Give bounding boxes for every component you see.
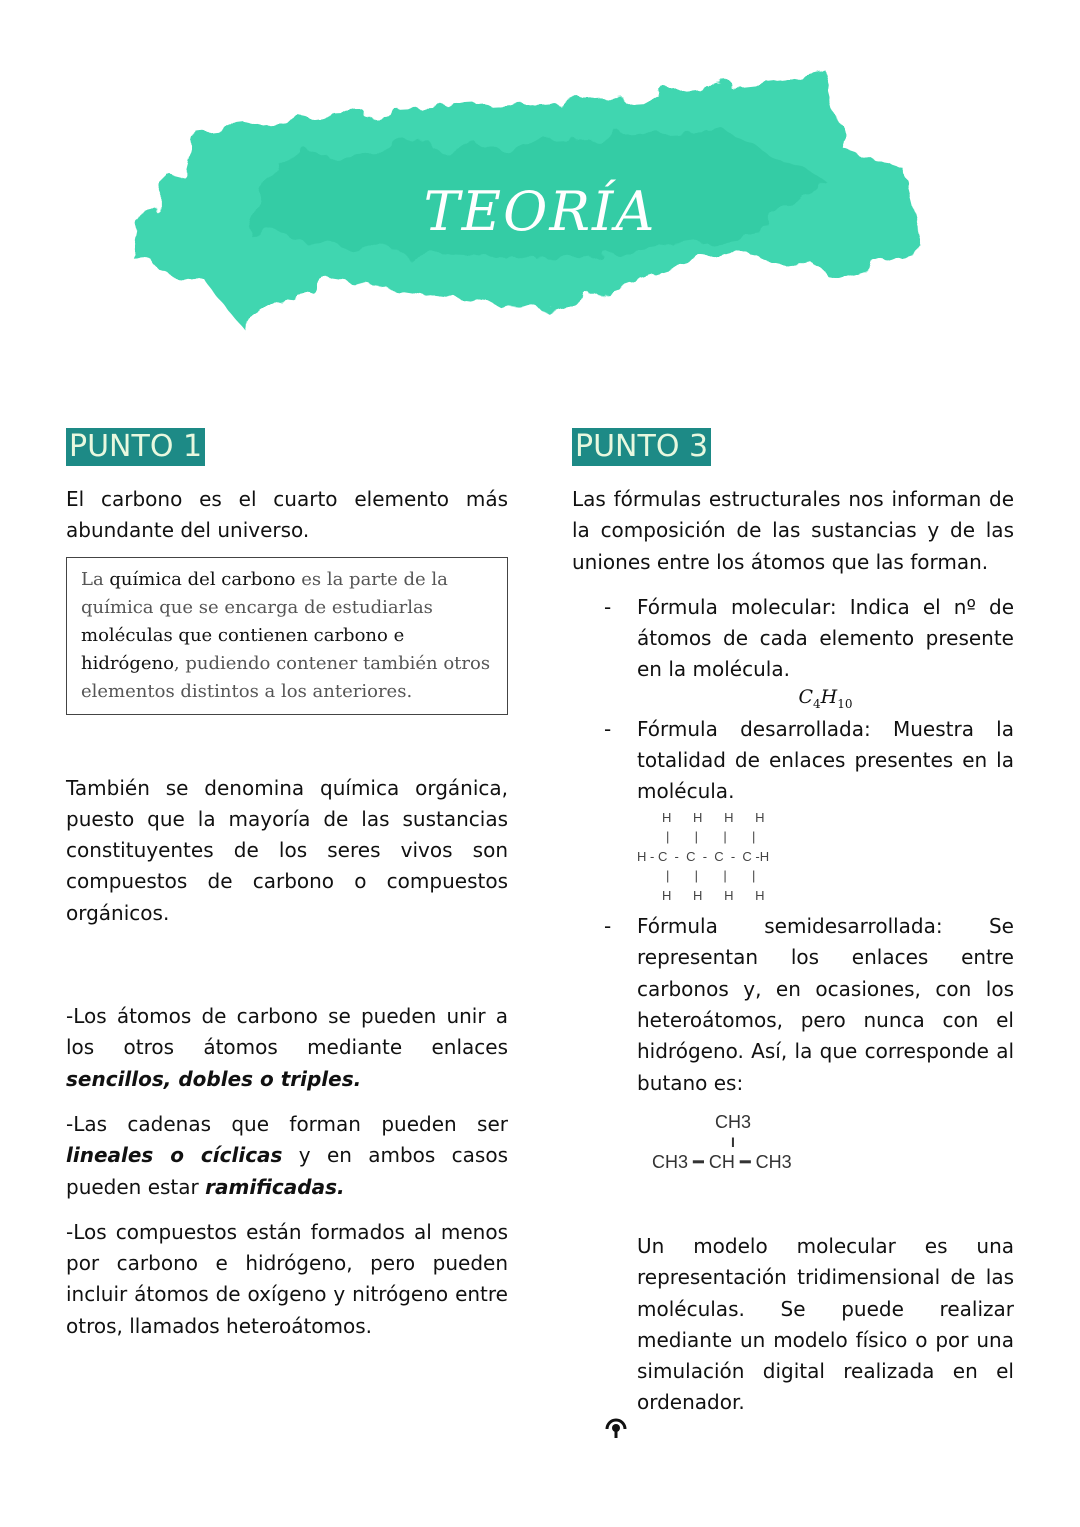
paragraph (66, 1109, 508, 1203)
text: Fórmula molecular: Indica el nº de átomos de cada elemento presente en la molécula. (637, 594, 1014, 682)
text: 10 (837, 696, 853, 711)
dash: - (604, 594, 612, 619)
dash: - (604, 914, 612, 939)
text: | | | | (666, 829, 756, 845)
section-heading: PUNTO 3 (572, 428, 711, 466)
right-column (572, 428, 1014, 1419)
text: y en ambos casos pueden estar (66, 1143, 508, 1199)
text: , pudiendo contener también otros elementos distintos a los anteriores. (81, 652, 491, 702)
text: H H H H (662, 887, 765, 903)
text: CH3 ━ CH ━ CH3 (652, 1151, 792, 1172)
text: 4 (813, 696, 821, 711)
text: ramificadas. (205, 1174, 345, 1199)
text: es la parte de la química que se encarga de estudiarlas (81, 568, 448, 618)
page-title: TEORÍA (423, 180, 657, 243)
paragraph (66, 1001, 508, 1095)
text: CH3 (715, 1111, 752, 1132)
molecular-formula (572, 686, 1014, 714)
text: lineales o cíclicas (66, 1143, 283, 1168)
text: C (798, 685, 814, 708)
list-item (572, 714, 1014, 808)
paragraph: Un modelo molecular es una representación tridimensional de las moléculas. Se puede realizar mediante un modelo físico o por una simulación digital realizada en el ordenador. (637, 1233, 1014, 1415)
intro-text: El carbono es el cuarto elemento más abundante del universo. (66, 487, 508, 543)
developed-formula (637, 808, 1014, 906)
text: -Los átomos de carbono se pueden unir a los otros átomos mediante enlaces (66, 1004, 508, 1060)
text: Fórmula desarrollada: Muestra la totalidad de enlaces presentes en la molécula. (637, 716, 1014, 804)
text: | | | | (666, 868, 756, 884)
text: moléculas que contienen carbono e hidrógeno (81, 624, 405, 674)
knowunity-logo-icon (604, 1416, 628, 1440)
text: -Las cadenas que forman pueden ser (66, 1111, 508, 1136)
text: química del carbono (109, 568, 296, 590)
section-heading: PUNTO 1 (66, 428, 205, 466)
intro-text: Las fórmulas estructurales nos informan de la composición de las sustancias y de las uniones entre los átomos que las forman. (572, 487, 1014, 574)
list-item (572, 911, 1014, 1099)
text: H H H H (662, 809, 765, 825)
text: I (731, 1133, 735, 1150)
paragraph: También se denomina química orgánica, puesto que la mayoría de las sustancias constituyentes de los seres vivos son compuestos de carbono o compuestos orgánicos. (66, 775, 508, 925)
definition-box (66, 557, 508, 715)
text: H - C - C - C - C -H (637, 848, 770, 864)
text: Fórmula semidesarrollada: Se representan los enlaces entre carbonos y, en ocasiones, con los heteroátomos, pero nunca con el hidrógeno. Así, la que corresponde al butano es: (637, 914, 1014, 1095)
list-item (572, 592, 1014, 686)
text: sencillos, dobles o triples. (66, 1066, 362, 1091)
paragraph: -Los compuestos están formados al menos por carbono e hidrógeno, pero pueden incluir átomos de oxígeno y nitrógeno entre otros, llamados heteroátomos. (66, 1219, 508, 1338)
text: H (820, 685, 838, 708)
semi-developed-formula (652, 1111, 1014, 1173)
left-column (66, 428, 508, 1342)
dash: - (604, 716, 612, 741)
text: La (81, 568, 110, 590)
